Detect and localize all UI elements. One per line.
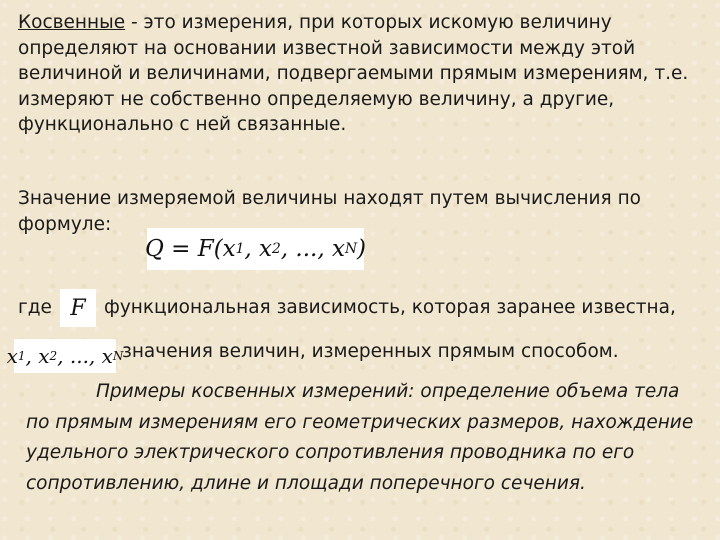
formula-sub2: 2 xyxy=(272,241,281,257)
var-subN: N xyxy=(112,349,124,363)
var-x: x xyxy=(6,344,18,368)
definition-text: - это измерения, при которых искомую величину определяют на основании известной зависимости между этой величиной и величинами, подвергаемыми прямым измерениям, т.е. измеряют не собственно определяемую величину, а другие, функционально с ней связанные. xyxy=(18,12,689,135)
var-sub1: 1 xyxy=(17,349,26,363)
var-sub2: 2 xyxy=(49,349,58,363)
function-letter: F xyxy=(70,295,86,321)
formula-mid1: , x xyxy=(244,236,273,262)
var-sep2: , ..., x xyxy=(57,344,113,368)
var-sep1: , x xyxy=(25,344,50,368)
function-symbol xyxy=(60,289,96,327)
formula-mid2: , ..., x xyxy=(280,236,345,262)
where-description: функциональная зависимость, которая заранее известна, xyxy=(104,297,676,318)
main-formula xyxy=(144,228,367,270)
values-description: значения величин, измеренных прямым способом. xyxy=(122,341,619,362)
where-label: где xyxy=(18,297,52,318)
variables-symbol xyxy=(6,339,124,373)
formula-rhs: ) xyxy=(357,236,367,262)
examples-paragraph: Примеры косвенных измерений: определение объема тела по прямым измерениям его геометрических размеров, нахождение удельного электрического сопротивления проводника по его сопротивлению, длине и площади поперечного сечения. xyxy=(26,381,694,494)
formula-lhs: Q = F(x xyxy=(144,236,236,262)
formula-sub1: 1 xyxy=(235,241,245,257)
formula-subN: N xyxy=(344,241,358,257)
calculation-paragraph: Значение измеряемой величины находят путем вычисления по формуле: xyxy=(18,188,641,235)
definition-paragraph xyxy=(18,10,708,138)
term-indirect: Косвенные xyxy=(18,12,126,33)
